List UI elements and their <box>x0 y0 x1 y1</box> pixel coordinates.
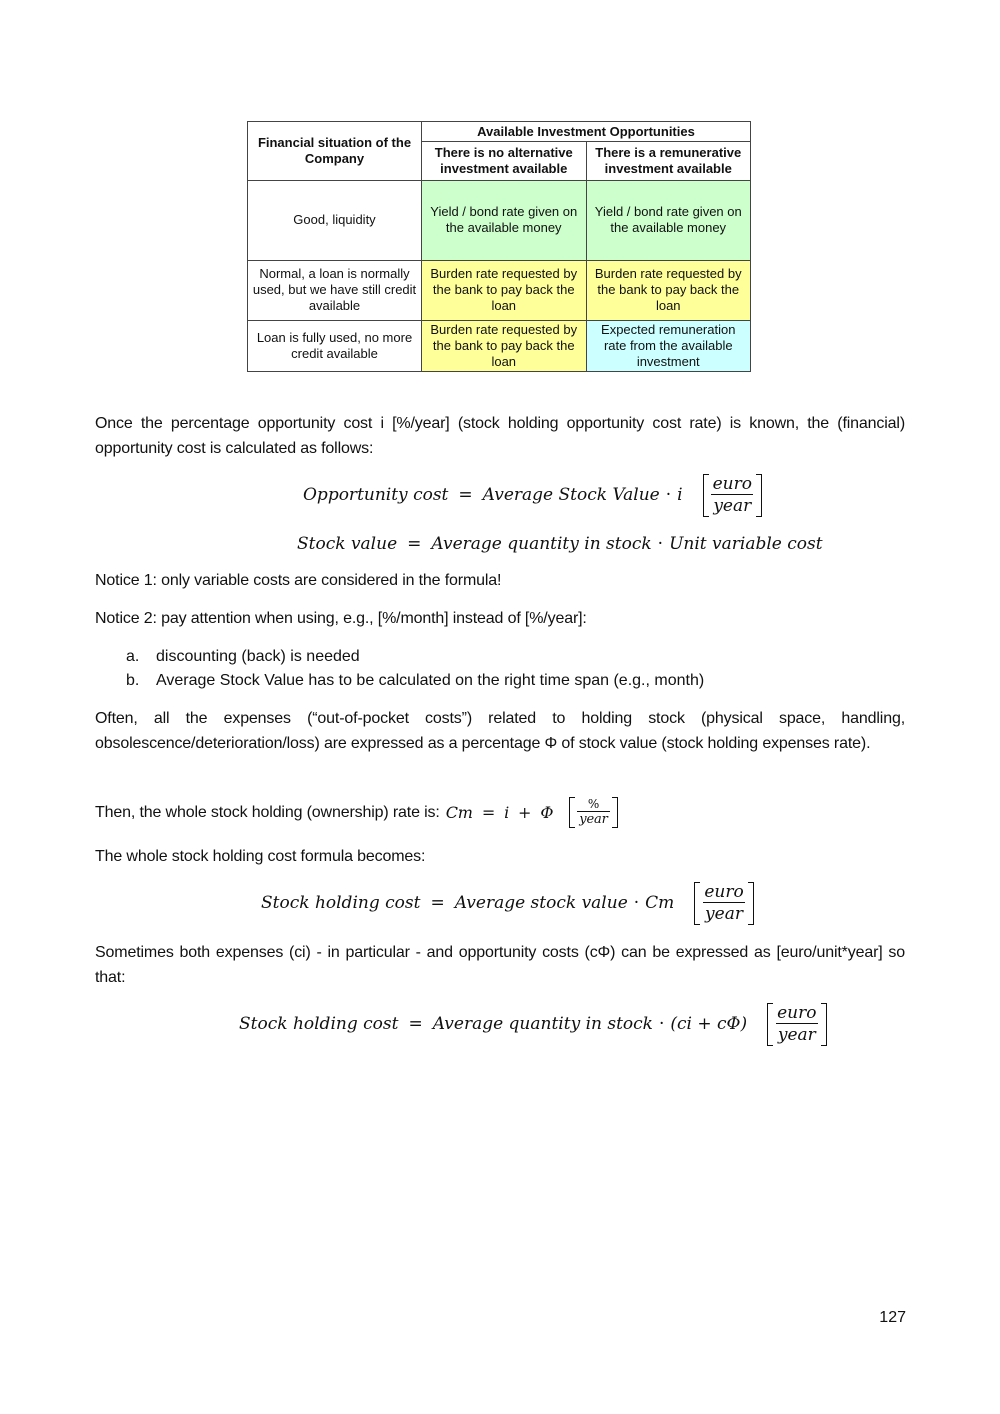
table-cell: Expected remuneration rate from the available investment <box>586 320 751 371</box>
row-situation: Normal, a loan is normally used, but we have still credit available <box>248 260 422 320</box>
equation-stock-holding-cost-units <box>239 1001 827 1047</box>
eq-term: Average stock value <box>454 893 628 913</box>
notice-2: Notice 2: pay attention when using, e.g., [%/month] instead of [%/year]: <box>95 610 587 627</box>
unit-numerator: euro <box>712 473 752 494</box>
paragraph-opportunity-cost-intro: Once the percentage opportunity cost i [%/year] (stock holding opportunity cost rate) is known, the (financial) opportunity cost is calculated as follows: <box>95 415 905 457</box>
eq-term: Average Stock Value <box>482 485 660 505</box>
row-situation: Good, liquidity <box>248 181 422 260</box>
list-text: Average Stock Value has to be calculated on the right time span (e.g., month) <box>156 672 705 689</box>
unit-denominator: year <box>705 903 743 924</box>
equals-sign: = <box>407 534 422 554</box>
list-marker: a. <box>126 648 140 665</box>
table-row <box>248 181 751 260</box>
table-cell: Yield / bond rate given on the available money <box>586 181 751 260</box>
notice-1: Notice 1: only variable costs are considered in the formula! <box>95 572 502 589</box>
equals-sign: = <box>430 893 445 913</box>
eq-lhs: Opportunity cost <box>303 485 449 505</box>
table-cell: Burden rate requested by the bank to pay back the loan <box>422 260 587 320</box>
multiply-dot: · <box>633 893 640 913</box>
eq-lhs: Cm <box>445 802 473 822</box>
equals-sign: = <box>408 1014 423 1034</box>
eq-lhs: Stock value <box>297 534 398 554</box>
equation-ownership-rate <box>446 797 618 828</box>
table-cell: Yield / bond rate given on the available money <box>422 181 587 260</box>
list-text: discounting (back) is needed <box>156 648 360 665</box>
paragraph-ownership-rate <box>95 792 905 832</box>
unit-numerator: % <box>587 796 600 811</box>
eq-lhs: Stock holding cost <box>239 1014 399 1034</box>
paragraph-formula-becomes: The whole stock holding cost formula becomes: <box>95 848 426 865</box>
ownership-rate-lead: Then, the whole stock holding (ownership) rate is: <box>95 803 440 821</box>
unit-bracket <box>767 1003 826 1046</box>
paragraph-unit-costs: Sometimes both expenses (ci) - in particular - and opportunity costs (cΦ) can be expressed as [euro/unit*year] so that: <box>95 944 905 986</box>
plus-sign: + <box>518 802 532 822</box>
unit-numerator: euro <box>704 881 744 902</box>
unit-denominator: year <box>777 1024 816 1045</box>
eq-term: Φ <box>540 802 554 822</box>
eq-term: Cm <box>645 893 675 913</box>
page-number: 127 <box>879 1309 906 1326</box>
equation-opportunity-cost <box>303 472 762 518</box>
investment-opportunity-table <box>247 121 751 372</box>
eq-term: Average quantity in stock <box>431 534 652 554</box>
col-header-no-alternative: There is no alternative investment available <box>422 142 587 181</box>
list-item <box>126 669 704 693</box>
eq-lhs: Stock holding cost <box>261 893 421 913</box>
table-row <box>248 260 751 320</box>
group-header: Available Investment Opportunities <box>422 122 751 142</box>
eq-term: Unit variable cost <box>669 534 823 554</box>
unit-bracket <box>694 882 753 925</box>
equals-sign: = <box>458 485 473 505</box>
corner-header: Financial situation of the Company <box>248 122 422 181</box>
unit-denominator: year <box>713 495 752 516</box>
equation-stock-holding-cost <box>261 880 754 926</box>
equals-sign: = <box>481 802 496 822</box>
multiply-dot: · <box>665 485 672 505</box>
col-header-remunerative: There is a remunerative investment available <box>586 142 751 181</box>
eq-term: i <box>677 485 683 505</box>
table-cell: Burden rate requested by the bank to pay back the loan <box>422 320 587 371</box>
equation-stock-value <box>297 532 823 556</box>
multiply-dot: · <box>657 534 664 554</box>
eq-term: i <box>504 802 510 822</box>
row-situation: Loan is fully used, no more credit available <box>248 320 422 371</box>
table-row <box>248 320 751 371</box>
paragraph-expenses: Often, all the expenses (“out-of-pocket costs”) related to holding stock (physical space, handling, obsolescence/deterioration/loss) are expressed as a percentage Φ of stock value (stock holding expenses rate). <box>95 710 905 752</box>
list-item <box>126 645 360 669</box>
unit-numerator: euro <box>777 1002 817 1023</box>
unit-denominator: year <box>579 811 608 827</box>
multiply-dot: · <box>658 1014 665 1034</box>
eq-term: (ci + cΦ) <box>670 1014 748 1034</box>
list-marker: b. <box>126 672 140 689</box>
unit-bracket <box>703 474 762 517</box>
eq-term: Average quantity in stock <box>432 1014 653 1034</box>
table-cell: Burden rate requested by the bank to pay back the loan <box>586 260 751 320</box>
unit-bracket <box>569 797 617 828</box>
